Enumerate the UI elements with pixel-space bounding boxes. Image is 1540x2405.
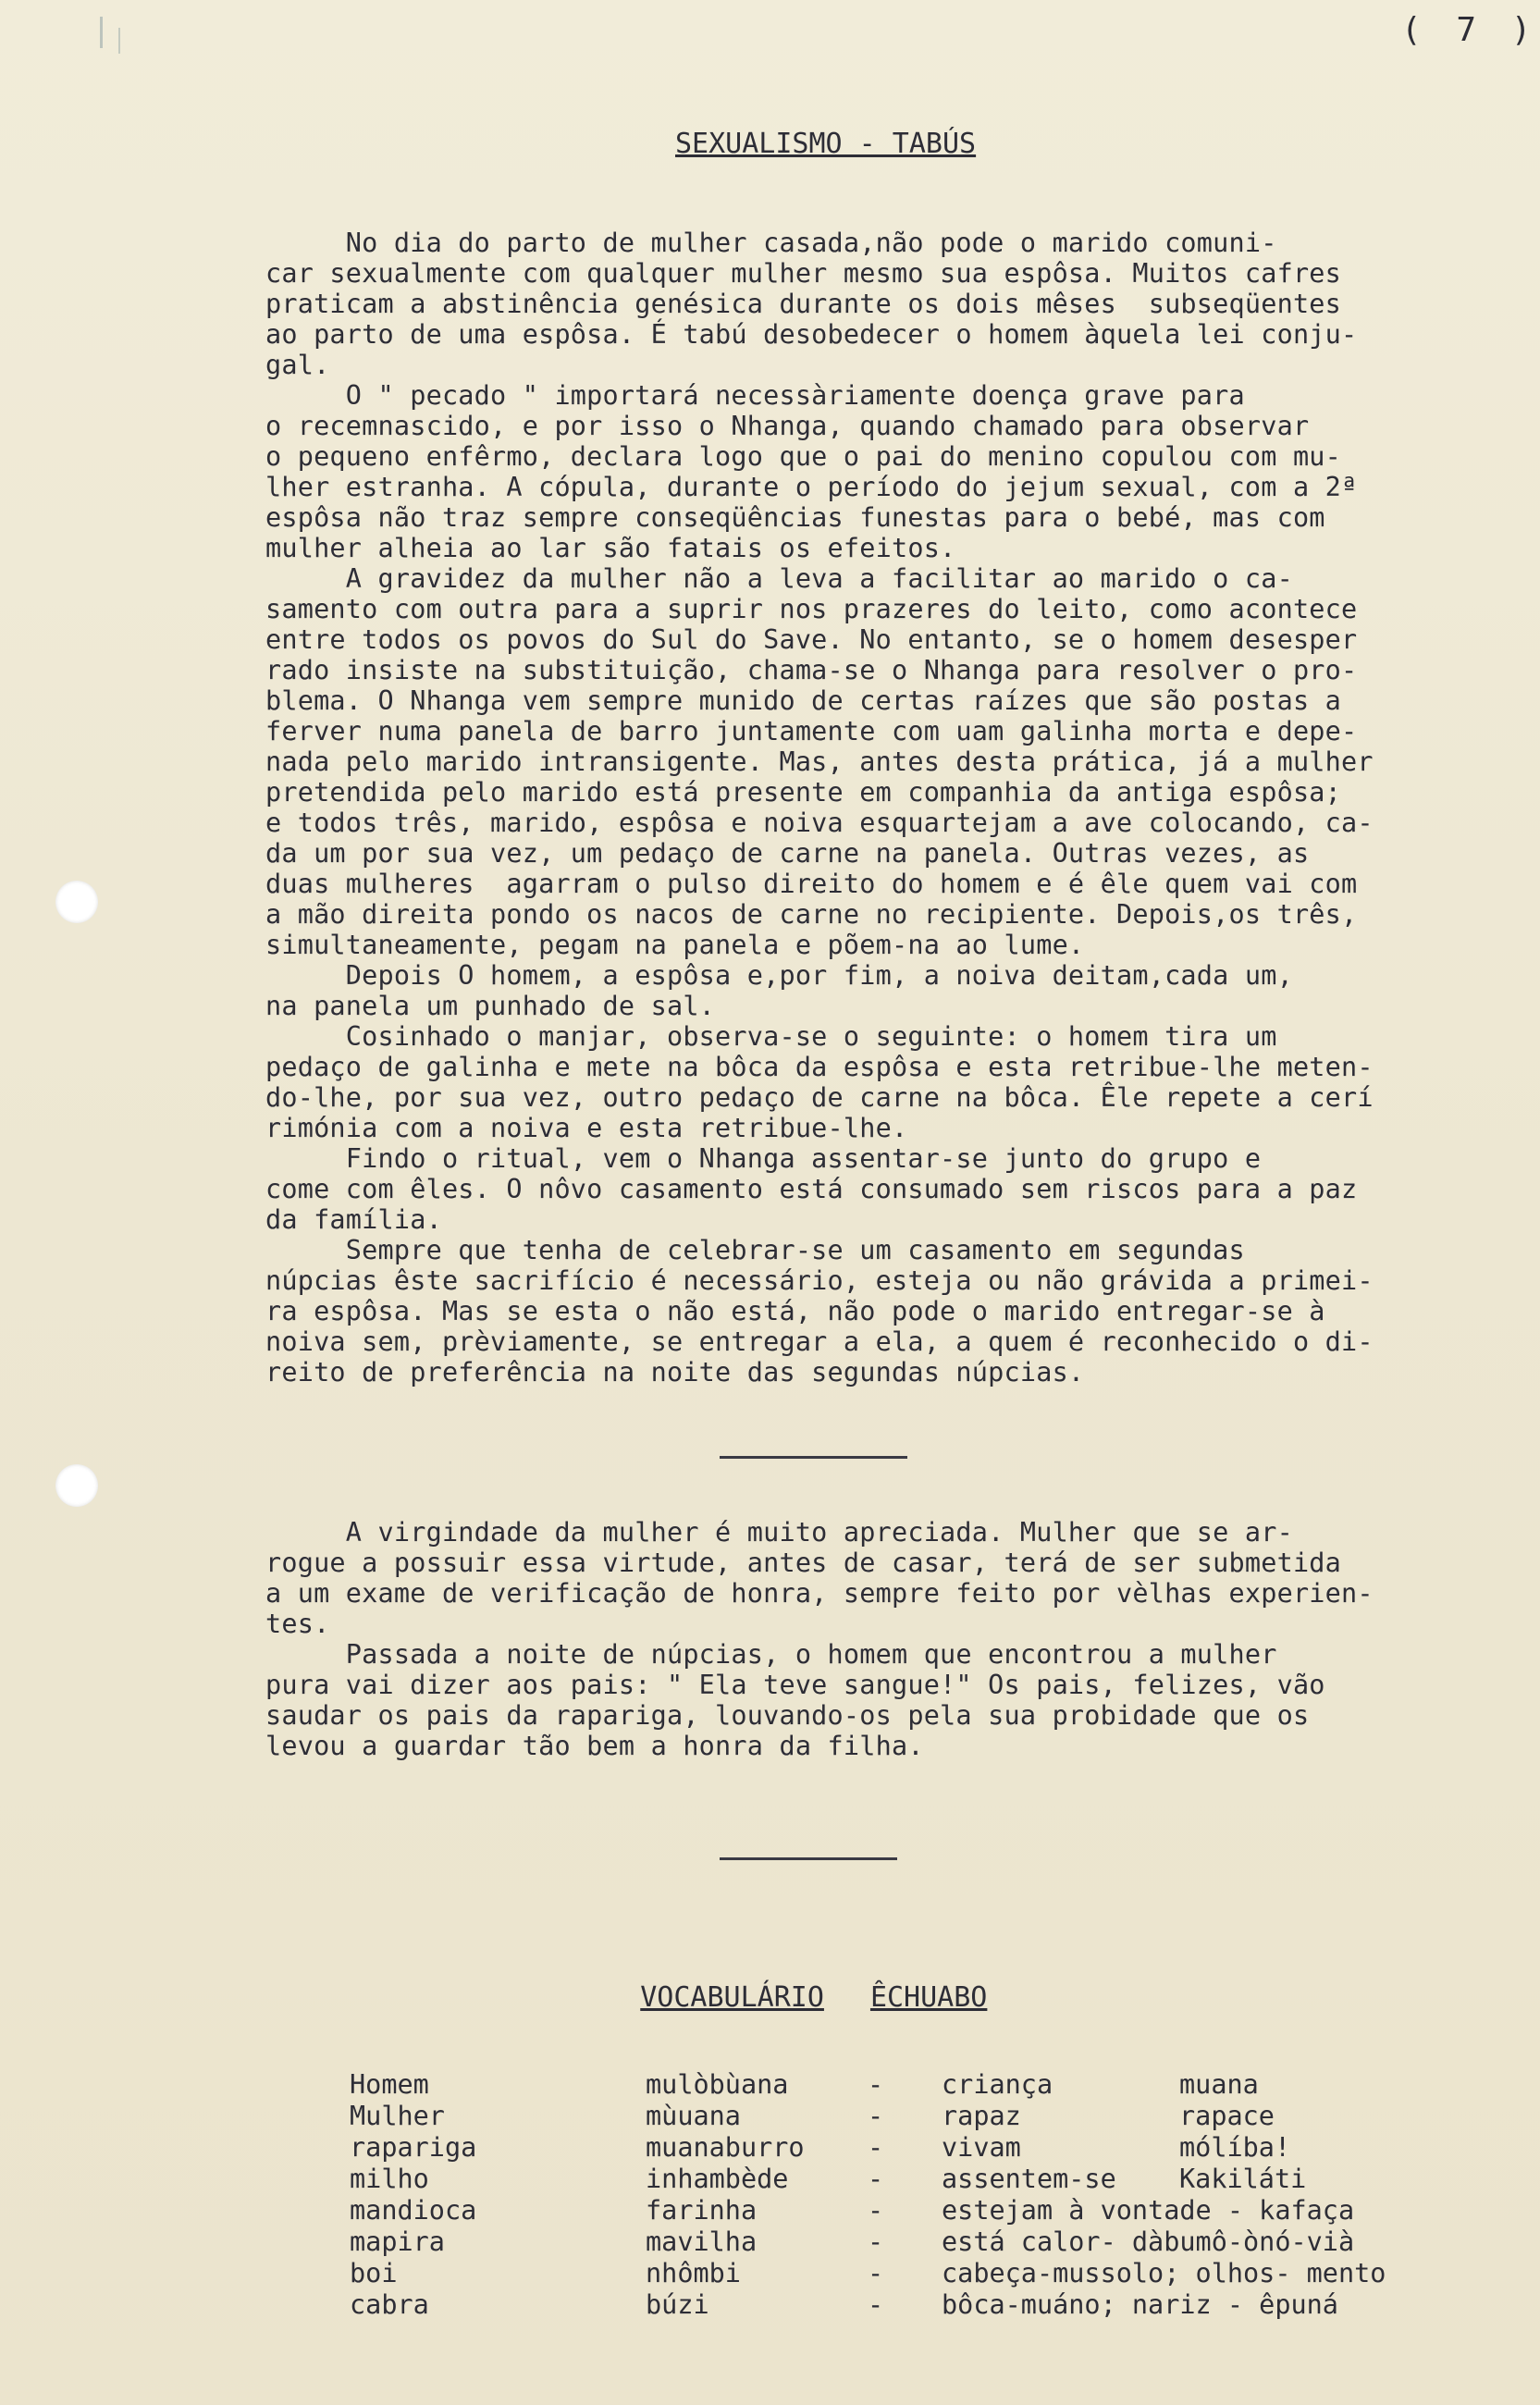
text-line: núpcias êste sacrifício é necessário, esteja ou não grávida a primei- (265, 1265, 1374, 1296)
text-line: come com êles. O nôvo casamento está consumado sem riscos para a paz (265, 1174, 1358, 1204)
text-line: A virgindade da mulher é muito apreciada. Mulher que se ar- (265, 1517, 1293, 1548)
section-2-body (265, 1517, 1523, 1761)
vocabulary-cell: boi (350, 2258, 398, 2288)
vocabulary-cell: mapira (350, 2226, 445, 2257)
vocabulary-cell: farinha (646, 2195, 758, 2226)
text-line: car sexualmente com qualquer mulher mesmo sua espôsa. Muitos cafres (265, 258, 1342, 289)
vocabulary-cell: - (868, 2132, 884, 2163)
vocabulary-row (350, 2164, 1386, 2195)
text-line: ferver numa panela de barro juntamente com uam galinha morta e depe- (265, 716, 1358, 746)
vocabulary-cell (942, 2164, 1386, 2195)
text-line: Depois O homem, a espôsa e,por fim, a noiva deitam,cada um, (265, 960, 1293, 991)
vocabulary-cell: búzi (646, 2289, 709, 2320)
text-line: rogue a possuir essa virtude, antes de casar, terá de ser submetida (265, 1548, 1342, 1578)
text-line: samento com outra para a suprir nos prazeres do leito, como acontece (265, 594, 1358, 624)
text-line: pretendida pelo marido está presente em companhia da antiga espôsa; (265, 777, 1342, 808)
vocabulary-cell: - (868, 2101, 884, 2131)
text-line: tes. (265, 1609, 330, 1639)
text-line: rimónia com a noiva e esta retribue-lhe. (265, 1113, 908, 1143)
text-line: na panela um punhado de sal. (265, 991, 716, 1021)
text-line: pedaço de galinha e mete na bôca da espôsa e esta retribue-lhe meten- (265, 1052, 1374, 1082)
text-line: levou a guardar tão bem a honra da filha. (265, 1731, 924, 1761)
text-line: ra espôsa. Mas se esta o não está, não pode o marido entregar-se à (265, 1296, 1325, 1326)
text-line: blema. O Nhanga vem sempre munido de certas raízes que são postas a (265, 685, 1342, 716)
vocabulary-cell: mólíba! (1179, 2132, 1291, 2163)
text-line: o pequeno enfêrmo, declara logo que o pai do menino copulou com mu- (265, 441, 1342, 472)
text-line: noiva sem, prèviamente, se entregar a ela, a quem é reconhecido o di- (265, 1326, 1374, 1357)
vocabulary-cell: rapaz (942, 2101, 1021, 2131)
text-line: pura vai dizer aos pais: " Ela teve sangue!" Os pais, felizes, vão (265, 1670, 1325, 1700)
punch-hole (55, 1464, 98, 1507)
text-line: a um exame de verificação de honra, sempre feito por vèlhas experien- (265, 1578, 1374, 1609)
text-line: da família. (265, 1204, 442, 1235)
text-line: ao parto de uma espôsa. É tabú desobedecer o homem àquela lei conju- (265, 319, 1358, 350)
vocabulary-cell: vivam (942, 2132, 1021, 2163)
vocabulary-cell: está calor- dàbumô-ònó-vià (942, 2226, 1355, 2257)
vocabulary-cell: muanaburro (646, 2132, 805, 2163)
text-line: praticam a abstinência genésica durante os dois mêses subseqüentes (265, 289, 1342, 319)
vocabulary-cell: bôca-muáno; nariz - êpuná (942, 2289, 1338, 2320)
section-1-body (265, 228, 1523, 1388)
vocabulary-cell: - (868, 2226, 884, 2257)
separator-rule (720, 1456, 907, 1459)
vocabulary-cell: - (868, 2289, 884, 2320)
text-line: a mão direita pondo os nacos de carne no recipiente. Depois,os três, (265, 899, 1358, 930)
vocabulary-cell: inhambède (646, 2164, 789, 2194)
vocabulary-cell: Homem (350, 2069, 429, 2100)
text-line: Findo o ritual, vem o Nhanga assentar-se junto do grupo e (265, 1143, 1262, 1174)
vocabulary-cell: cabra (350, 2289, 429, 2320)
vocabulary-cell: muana (1179, 2069, 1259, 2100)
text-line: simultaneamente, pegam na panela e põem-na ao lume. (265, 930, 1085, 960)
vocabulary-cell: mulòbùana (646, 2069, 789, 2100)
vocabulary-cell: milho (350, 2164, 429, 2194)
text-line: A gravidez da mulher não a leva a facilitar ao marido o ca- (265, 563, 1293, 594)
margin-mark (100, 17, 103, 48)
vocabulary-cell: rapariga (350, 2132, 477, 2163)
text-line: Passada a noite de núpcias, o homem que encontrou a mulher (265, 1639, 1277, 1670)
page-number: ( 7 ) (1401, 11, 1539, 49)
text-line: O " pecado " importará necessàriamente doença grave para (265, 380, 1245, 411)
vocabulary-cell: mùuana (646, 2101, 741, 2131)
text-line: mulher alheia ao lar são fatais os efeitos. (265, 533, 956, 563)
vocabulary-cell: - (868, 2195, 884, 2226)
text-line: No dia do parto de mulher casada,não pode o marido comuni- (265, 228, 1277, 258)
vocabulary-row (350, 2195, 1386, 2226)
vocabulary-title-left: VOCABULÁRIO (640, 1981, 824, 2014)
vocabulary-heading (573, 1949, 1033, 2046)
vocabulary-cell: - (868, 2164, 884, 2194)
vocabulary-cell: mavilha (646, 2226, 758, 2257)
text-line: Cosinhado o manjar, observa-se o seguinte: o homem tira um (265, 1021, 1277, 1052)
text-line: nada pelo marido intransigente. Mas, antes desta prática, já a mulher (265, 746, 1374, 777)
vocabulary-title-right: ÊCHUABO (869, 1981, 988, 2014)
text-line: e todos três, marido, espôsa e noiva esquartejam a ave colocando, ca- (265, 808, 1374, 838)
separator-rule (720, 1857, 897, 1860)
vocabulary-row (350, 2226, 1386, 2258)
text-line: reito de preferência na noite das segundas núpcias. (265, 1357, 1085, 1388)
vocabulary-table (350, 2069, 1386, 2321)
vocabulary-cell: mandioca (350, 2195, 477, 2226)
vocabulary-row (350, 2101, 1386, 2132)
text-line: duas mulheres agarram o pulso direito do homem e é êle quem vai com (265, 869, 1358, 899)
vocabulary-cell: estejam à vontade - kafaça (942, 2195, 1355, 2226)
margin-mark (118, 28, 120, 54)
vocabulary-cell (942, 2132, 1386, 2164)
vocabulary-cell: nhômbi (646, 2258, 741, 2288)
text-line: lher estranha. A cópula, durante o período do jejum sexual, com a 2ª (265, 472, 1358, 502)
punch-hole (55, 881, 98, 923)
vocabulary-cell: cabeça-mussolo; olhos- mento (942, 2258, 1386, 2288)
text-line: saudar os pais da rapariga, louvando-os pela sua probidade que os (265, 1700, 1310, 1731)
vocabulary-row (350, 2289, 1386, 2321)
text-line: Sempre que tenha de celebrar-se um casamento em segundas (265, 1235, 1245, 1265)
vocabulary-row (350, 2132, 1386, 2164)
section-title: SEXUALISMO - TABÚS (675, 128, 977, 160)
vocabulary-cell (942, 2101, 1386, 2132)
vocabulary-cell: Mulher (350, 2101, 445, 2131)
text-line: espôsa não traz sempre conseqüências funestas para o bebé, mas com (265, 502, 1325, 533)
text-line: do-lhe, por sua vez, outro pedaço de carne na bôca. Êle repete a cerí (265, 1082, 1374, 1113)
vocabulary-cell: assentem-se (942, 2164, 1116, 2194)
vocabulary-cell: rapace (1179, 2101, 1275, 2131)
vocabulary-cell: criança (942, 2069, 1053, 2100)
text-line: rado insiste na substituição, chama-se o Nhanga para resolver o pro- (265, 655, 1358, 685)
vocabulary-cell (942, 2069, 1386, 2101)
vocabulary-row (350, 2258, 1386, 2289)
vocabulary-cell: Kakiláti (1179, 2164, 1307, 2194)
text-line: o recemnascido, e por isso o Nhanga, quando chamado para observar (265, 411, 1310, 441)
text-line: gal. (265, 350, 330, 380)
vocabulary-row (350, 2069, 1386, 2101)
vocabulary-cell: - (868, 2069, 884, 2100)
vocabulary-cell: - (868, 2258, 884, 2288)
text-line: da um por sua vez, um pedaço de carne na panela. Outras vezes, as (265, 838, 1310, 869)
text-line: entre todos os povos do Sul do Save. No entanto, se o homem desesper (265, 624, 1358, 655)
